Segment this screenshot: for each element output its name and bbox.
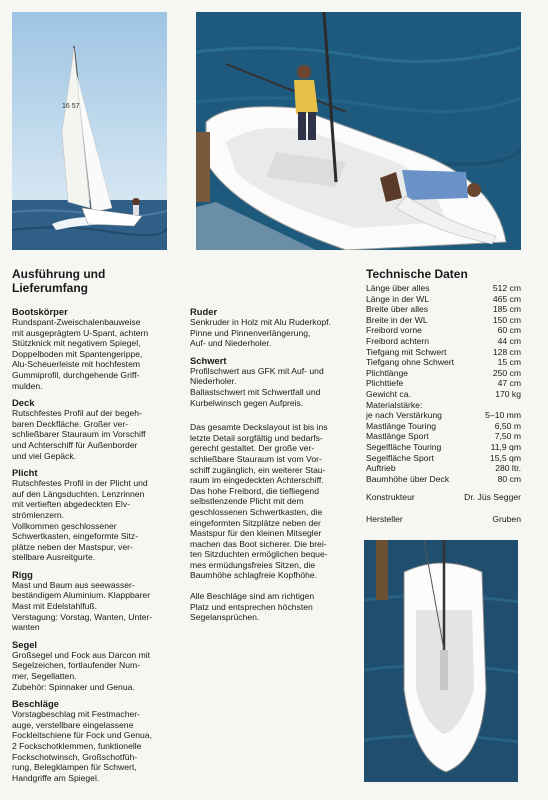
- text-line: ten Sitzduchten ermöglichen beque-: [190, 549, 328, 560]
- spec-value: 44 cm: [497, 335, 521, 346]
- text-line: machen das Boot sicherer. Die brei-: [190, 538, 327, 549]
- text-line: auge, verstellbare eingelassene: [12, 719, 134, 730]
- spec-label: Länge in der WL: [366, 293, 430, 304]
- text-line: auf den Längsduchten. Lenzrinnen: [12, 488, 145, 499]
- credit-label: Konstrukteur: [366, 492, 415, 503]
- section-title: Plicht: [12, 467, 38, 479]
- spec-row: [366, 400, 521, 411]
- section-rigg: [12, 569, 178, 633]
- text-line: raum im eingedeckten Achterschiff.: [190, 475, 324, 486]
- spec-row: [366, 474, 521, 485]
- text-line: 2 Fockschotklemmen, funktionelle: [12, 741, 142, 751]
- spec-row: [366, 453, 521, 464]
- spec-value: 465 cm: [492, 293, 521, 304]
- text-line: Baumhöhe schlagfreie Kopfhöhe.: [190, 570, 318, 581]
- sail-number: 16 57: [62, 103, 80, 110]
- text-line: Vollkommen geschlossener: [12, 520, 117, 531]
- spec-label: Breite in der WL: [366, 314, 428, 325]
- spec-value: 60 cm: [497, 325, 521, 336]
- text-line: Vorstagbeschlag mit Festmacher-: [12, 709, 141, 720]
- photo-sailing-boat: [12, 12, 167, 250]
- spec-row: [366, 336, 521, 347]
- spec-value: 80 cm: [497, 473, 521, 484]
- text-line: Mast und Baum aus seewasser-: [12, 579, 135, 590]
- text-line: selbstlenzende Plicht mit dem: [190, 496, 304, 507]
- heading-line: Lieferumfang: [12, 281, 89, 295]
- spec-value: 280 ltr.: [495, 463, 521, 474]
- text-line: Fockleitschiene für Fock und Genua,: [12, 730, 152, 741]
- spec-value: 11,9 qm: [490, 441, 521, 452]
- section-schwert: [190, 355, 356, 408]
- spec-label: Gewicht ca.: [366, 388, 411, 399]
- credit-row-konstrukteur: [366, 492, 521, 503]
- spec-row: [366, 378, 521, 389]
- credit-row-hersteller: [366, 514, 521, 525]
- spec-label: Mastlänge Touring: [366, 420, 437, 431]
- spec-value: 15,5 qm: [489, 452, 521, 463]
- text-line: Pinne und Pinnenverlängerung,: [190, 327, 311, 338]
- section-title: Ruder: [190, 306, 218, 317]
- text-line: und Achterschiff für Außenborder: [12, 439, 138, 450]
- section-title: Schwert: [190, 354, 227, 366]
- text-line: letzte Detail sorgfältig und bedarfs-: [190, 432, 323, 443]
- text-line: stellbare Ausreitgurte.: [12, 552, 96, 563]
- text-line: und viel Gepäck.: [12, 450, 77, 461]
- text-line: Senkruder in Holz mit Alu Ruderkopf.: [190, 317, 331, 327]
- section-deck: [12, 397, 178, 461]
- spec-value: 7,50 m: [494, 431, 521, 442]
- spec-row: [366, 463, 521, 474]
- section-beschlaege: [12, 698, 178, 783]
- heading-line: Ausführung und: [12, 267, 106, 281]
- text-line: Niederholer.: [190, 376, 237, 387]
- credit-label: Hersteller: [366, 513, 403, 524]
- section-segel: [12, 639, 178, 692]
- spec-value: 170 kg: [495, 388, 521, 399]
- text-line: gerecht gestaltet. Der große ver-: [190, 443, 315, 454]
- text-line: mulden.: [12, 380, 43, 391]
- spec-row: [366, 389, 521, 400]
- spec-label: Länge über alles: [366, 283, 430, 293]
- spec-row: [366, 410, 521, 421]
- text-line: Kurbelwinsch gegen Aufpreis.: [190, 397, 304, 408]
- text-line: eingeformten Sitzplätze neben der: [190, 517, 321, 528]
- spec-label: Plichtlänge: [366, 367, 409, 378]
- text-line: Verstagung: Vorstag, Wanten, Unter-: [12, 611, 153, 622]
- text-line: Alle Beschläge sind am richtigen: [190, 591, 315, 602]
- section-title: Rigg: [12, 568, 33, 580]
- text-line: Rutschfestes Profil auf der begeh-: [12, 408, 142, 419]
- text-line: Gummiprofil, durchgehende Griff-: [12, 369, 140, 380]
- spec-row: [366, 431, 521, 442]
- text-line: beständigem Aluminium. Klappbarer: [12, 590, 151, 601]
- spec-row: [366, 421, 521, 432]
- spec-value: 47 cm: [497, 378, 521, 389]
- section-heading-lieferumfang: [12, 267, 162, 295]
- spec-value: 15 cm: [497, 357, 521, 368]
- text-line: Platz und entsprechen höchsten: [190, 601, 313, 612]
- spec-row: [366, 347, 521, 358]
- text-line: Das gesamte Deckslayout ist bis ins: [190, 422, 328, 433]
- text-line: Alu-Scheuerleiste mit hochfestem: [12, 359, 141, 370]
- spec-label: je nach Verstärkung: [366, 410, 442, 421]
- spec-row: [366, 442, 521, 453]
- text-line: Zubehör: Spinnaker und Genua.: [12, 681, 135, 692]
- section-bootskoerper: [12, 306, 178, 391]
- text-line: geschlossenen Schwertkasten, die: [190, 506, 323, 517]
- text-line: mit ausgeprägtem U-Spant, achtern: [12, 327, 149, 338]
- text-line: baren Deckfläche. Großer ver-: [12, 418, 129, 429]
- credit-value: Dr. Jüs Segger: [464, 492, 521, 503]
- text-line: Segelansprüchen.: [190, 612, 260, 623]
- text-line: Mast mit Edelstahlfuß.: [12, 601, 98, 612]
- text-line: Das hohe Freibord, die tiefliegend: [190, 485, 319, 496]
- text-line: mer, Segellatten.: [12, 671, 77, 682]
- spec-label: Freibord achtern: [366, 335, 430, 346]
- section-plicht: [12, 467, 178, 563]
- spec-label: Plichttiefe: [366, 378, 404, 389]
- text-line: Segelzeichen, fortlaufender Num-: [12, 660, 141, 671]
- text-line: schließbarer Stauraum im Vorschiff: [12, 429, 146, 440]
- text-line: Großsegel und Fock aus Darcon mit: [12, 649, 151, 660]
- spec-label: Auftrieb: [366, 463, 396, 474]
- text-line: schiff zugänglich, ein weiterer Stau-: [190, 464, 326, 475]
- text-line: Stützknick mit negativem Spiegel,: [12, 338, 141, 349]
- text-line: Fockschotwinsch, Großschotfüh-: [12, 751, 138, 762]
- text-line: Mastspur für den kleinen Mitsegler: [190, 528, 322, 539]
- paragraph-deckslayout: [190, 422, 356, 581]
- credit-value: Gruben: [492, 513, 521, 524]
- text-line: Doppelboden mit Spantengerippe,: [12, 348, 143, 359]
- spec-label: Baumhöhe über Deck: [366, 473, 450, 484]
- text-line: Rundspant-Zweischalenbauweise: [12, 317, 141, 327]
- text-line: Handgriffe am Spiegel.: [12, 772, 100, 783]
- text-line: Auf- und Niederholer.: [190, 338, 272, 349]
- spec-value: 128 cm: [492, 346, 521, 357]
- spec-label: Freibord vorne: [366, 325, 422, 336]
- spec-label: Segelfläche Touring: [366, 441, 442, 452]
- spec-row: [366, 294, 521, 305]
- spec-row: [366, 325, 521, 336]
- spec-row: [366, 283, 521, 294]
- photo-boat-deck: [196, 12, 521, 250]
- spec-label: Materialstärke:: [366, 399, 423, 410]
- text-line: Rutschfestes Profil in der Plicht und: [12, 478, 148, 489]
- spec-value: 512 cm: [492, 283, 521, 293]
- spec-row: [366, 368, 521, 379]
- text-line: Profilschwert aus GFK mit Auf- und: [190, 365, 324, 376]
- spec-value: 250 cm: [492, 367, 521, 378]
- section-title: Beschläge: [12, 698, 59, 710]
- spec-label: Tiefgang ohne Schwert: [366, 357, 455, 368]
- column-left: [12, 306, 178, 789]
- spec-row: [366, 304, 521, 315]
- photo-boat-aerial: [364, 540, 518, 782]
- spec-value: 5–10 mm: [485, 410, 521, 421]
- section-title: Bootskörper: [12, 306, 68, 317]
- spec-row: [366, 357, 521, 368]
- text-line: wanten: [12, 622, 40, 633]
- spec-row: [366, 315, 521, 326]
- spec-value: 6,50 m: [494, 420, 521, 431]
- text-line: mit vertieften abgedeckten Elv-: [12, 499, 130, 510]
- text-line: schließbare Stauraum ist vom Vor-: [190, 453, 322, 464]
- spec-label: Mastlänge Sport: [366, 431, 429, 442]
- section-ruder: [190, 306, 356, 349]
- text-line: strömlenzern.: [12, 509, 65, 520]
- column-middle: [190, 306, 356, 623]
- text-line: mes ermüdungsfreies Sitzen, die: [190, 559, 316, 570]
- section-heading-technische-daten: Technische Daten: [366, 267, 468, 281]
- section-title: Segel: [12, 638, 38, 650]
- spec-table: [366, 283, 521, 524]
- spec-value: 150 cm: [492, 314, 521, 325]
- spec-label: Breite über alles: [366, 304, 429, 315]
- section-title: Deck: [12, 397, 35, 409]
- paragraph-beschlaege: [190, 591, 356, 623]
- text-line: rung, Belegklampen für Schwert,: [12, 762, 137, 773]
- spec-label: Segelfläche Sport: [366, 452, 434, 463]
- spec-value: 185 cm: [492, 304, 521, 315]
- text-line: plätze neben der Mastspur, ver-: [12, 541, 133, 552]
- text-line: Schwertkasten, eingeformte Sitz-: [12, 531, 139, 542]
- spec-label: Tiefgang mit Schwert: [366, 346, 447, 357]
- text-line: Ballastschwert mit Schwertfall und: [190, 386, 321, 397]
